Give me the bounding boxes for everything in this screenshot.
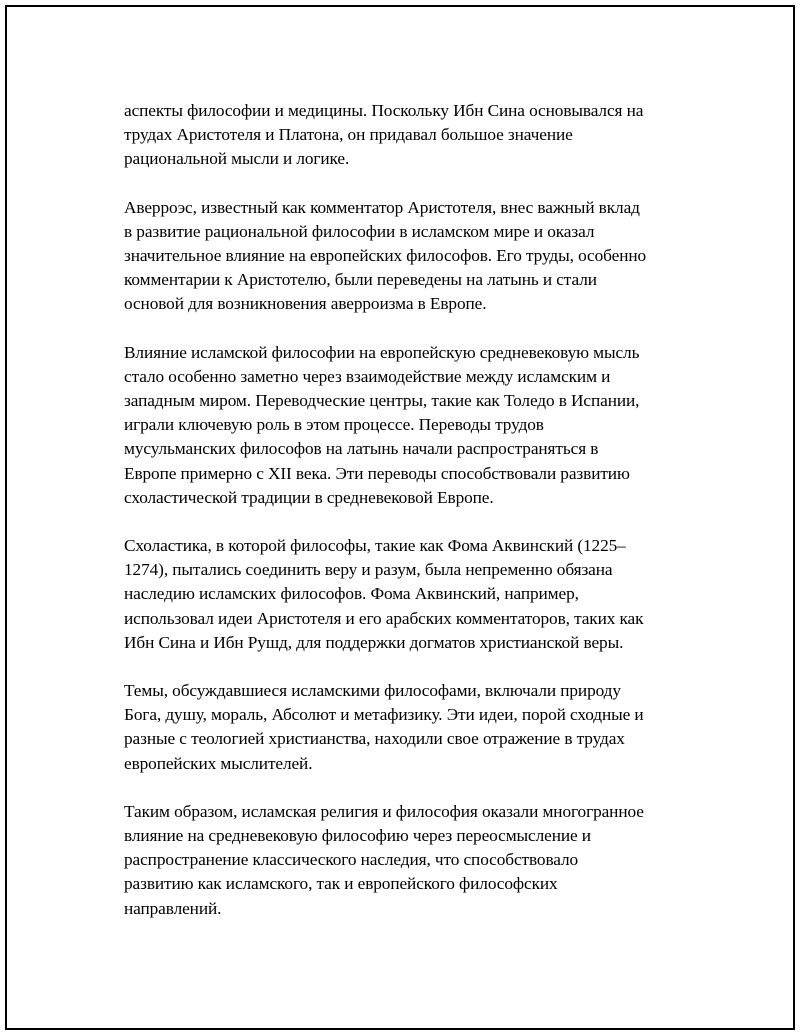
paragraph-themes: Темы, обсуждавшиеся исламскими философами, включали природу Бога, душу, мораль, Абсолют и метафизику. Эти идеи, порой сходные и разные с теологией христианства, находили свое отражение в трудах европейских мыслителей. xyxy=(124,681,644,773)
document-body xyxy=(124,99,694,945)
paragraph-ibn-sina: аспекты философии и медицины. Поскольку Ибн Сина основывался на трудах Аристотеля и Платона, он придавал большое значение рациональной мысли и логике. xyxy=(124,101,644,169)
page-border xyxy=(5,5,795,1030)
paragraph-scholasticism: Схоластика, в которой философы, такие как Фома Аквинский (1225– 1274), пытались соединить веру и разум, была непременно обязана наследию исламских философов. Фома Аквинский, например, использовал идеи Аристотеля и его арабских комментаторов, таких как Ибн Сина и Ибн Рушд, для поддержки догматов христианской веры. xyxy=(124,536,644,652)
paragraph-influence: Влияние исламской философии на европейскую средневековую мысль стало особенно заметно через взаимодействие между исламским и западным миром. Переводческие центры, такие как Толедо в Испании, играли ключевую роль в этом процессе. Переводы трудов мусульманских философов на латынь начали распространяться в Европе примерно с XII века. Эти переводы способствовали развитию схоластической традиции в средневековой Европе. xyxy=(124,342,640,507)
paragraph-averroes: Аверроэс, известный как комментатор Аристотеля, внес важный вклад в развитие рациональной философии в исламском мире и оказал значительное влияние на европейских философов. Его труды, особенно комментарии к Аристотелю, были переведены на латынь и стали основой для возникновения аверроизма в Европе. xyxy=(124,197,647,314)
paragraph-conclusion: Таким образом, исламская религия и философия оказали многогранное влияние на средневековую философию через переосмысление и распространение классического наследия, что способствовало развитию как исламского, так и европейского философских направлений. xyxy=(124,801,644,918)
